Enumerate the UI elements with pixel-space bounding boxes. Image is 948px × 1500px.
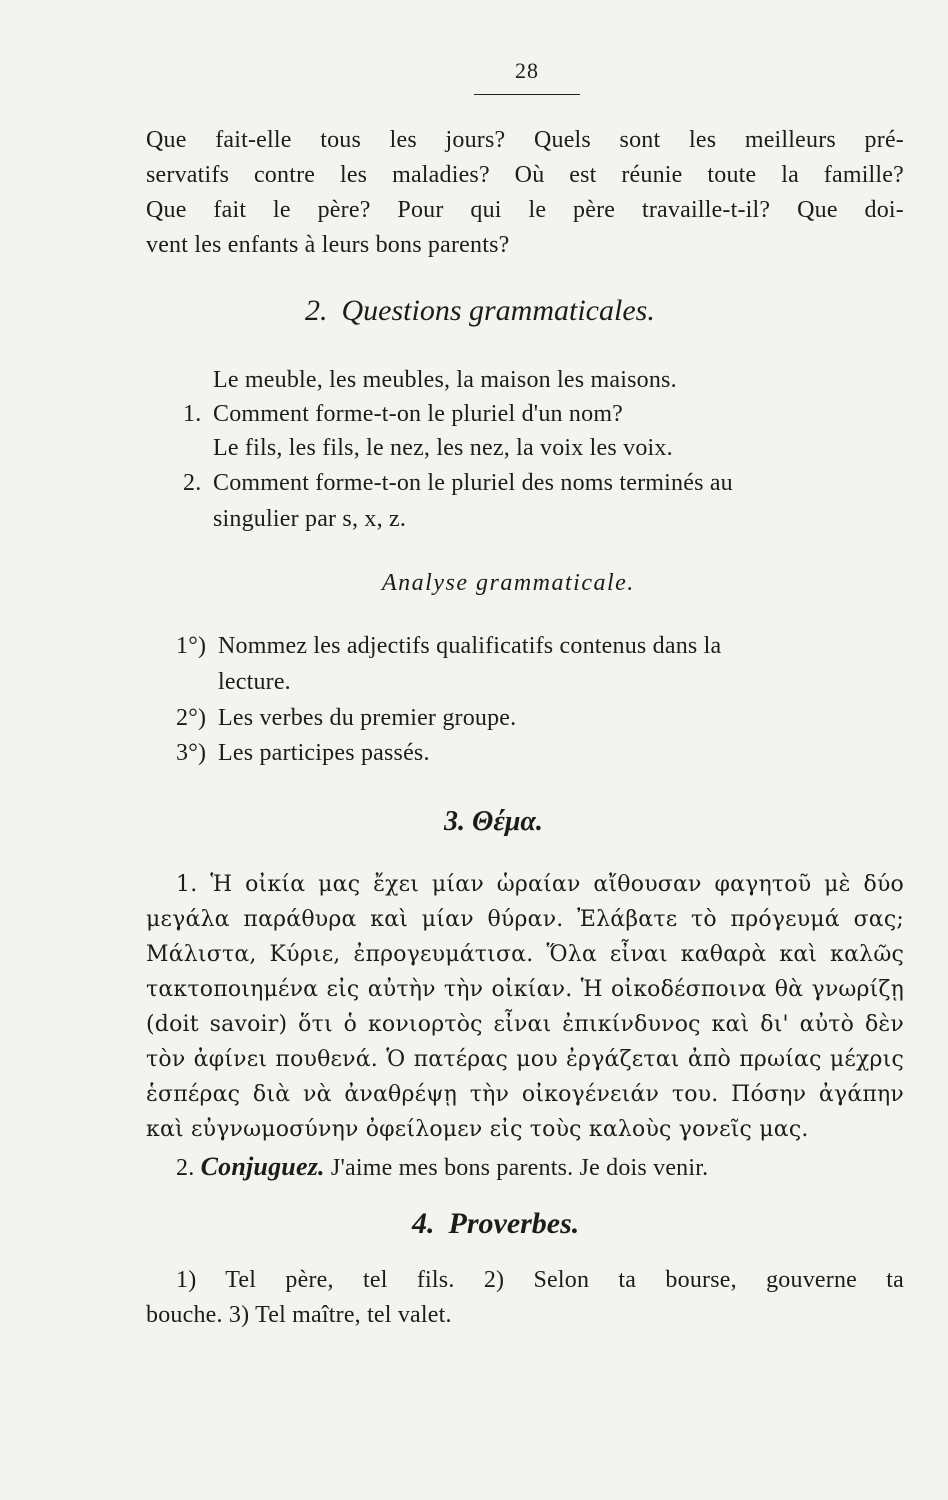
greek-line: 1. Ἡ οἰκία μας ἔχει μίαν ὡραίαν αἴθουσαν φαγητοῦ μὲ δύο bbox=[176, 872, 904, 897]
intro-line: vent les enfants à leurs bons parents? bbox=[146, 232, 510, 258]
conjugate-text: J'aime mes bons parents. Je dois venir. bbox=[330, 1155, 709, 1181]
example-line: Le fils, les fils, le nez, les nez, la voix les voix. bbox=[213, 435, 673, 461]
proverb-line: bouche. 3) Tel maître, tel valet. bbox=[146, 1302, 452, 1328]
theme-title: 3. Θέμα. bbox=[444, 806, 543, 837]
analyse-text: Les participes passés. bbox=[218, 740, 430, 766]
analyse-title: Analyse grammaticale. bbox=[382, 570, 635, 596]
greek-line: τὸν ἀφίνει πουθενά. Ὁ πατέρας μου ἐργάζεται ἀπὸ πρωίας μέχρις bbox=[146, 1047, 904, 1072]
section-heading bbox=[305, 294, 655, 328]
question-text: Comment forme-t-on le pluriel d'un nom? bbox=[213, 401, 624, 427]
proverbs-heading bbox=[412, 1207, 579, 1241]
question-item bbox=[183, 471, 733, 495]
question-number: 2. bbox=[183, 470, 202, 496]
intro-line: Que fait-elle tous les jours? Quels sont les meilleurs pré- bbox=[146, 127, 904, 153]
greek-line: ἑσπέρας διὰ νὰ ἀναθρέψῃ τὴν οἰκογένειάν του. Πόσην ἀγάπην bbox=[146, 1082, 904, 1107]
analyse-item bbox=[176, 706, 516, 730]
greek-line: καὶ εὐγνωμοσύνην ὀφείλομεν εἰς τοὺς καλοὺς γονεῖς μας. bbox=[146, 1117, 809, 1142]
conjugate-line bbox=[176, 1154, 708, 1180]
analyse-continuation: lecture. bbox=[218, 669, 291, 695]
question-continuation: singulier par s, x, z. bbox=[213, 506, 407, 532]
page-number-rule bbox=[474, 94, 580, 95]
analyse-text: Les verbes du premier groupe. bbox=[218, 705, 517, 731]
question-number: 1. bbox=[183, 401, 202, 427]
page-number: 28 bbox=[515, 58, 539, 83]
greek-line: (doit savoir) ὅτι ὁ κονιορτὸς εἶναι ἐπικίνδυνος καὶ δι' αὐτὸ δὲν bbox=[146, 1012, 904, 1037]
question-text: Comment forme-t-on le pluriel des noms terminés au bbox=[213, 470, 733, 496]
greek-line: μεγάλα παράθυρα καὶ μίαν θύραν. Ἐλάβατε τὸ πρόγευμά σας; bbox=[146, 907, 904, 932]
analyse-number: 1°) bbox=[176, 633, 207, 659]
proverb-line: 1) Tel père, tel fils. 2) Selon ta bourse, gouverne ta bbox=[176, 1267, 904, 1293]
intro-line: servatifs contre les maladies? Où est réunie toute la famille? bbox=[146, 162, 904, 188]
analyse-item bbox=[176, 741, 430, 765]
section-number: 4. bbox=[412, 1207, 435, 1240]
section-title: Questions grammaticales. bbox=[341, 294, 655, 327]
example-line: Le meuble, les meubles, la maison les maisons. bbox=[213, 367, 677, 393]
analyse-number: 3°) bbox=[176, 740, 207, 766]
question-item bbox=[183, 402, 623, 426]
greek-line: Μάλιστα, Κύριε, ἐπρογευμάτισα. Ὅλα εἶναι καθαρὰ καὶ καλῶς bbox=[146, 942, 904, 967]
section-number: 2. bbox=[305, 294, 328, 327]
greek-line: τακτοποιημένα εἰς αὐτὴν τὴν οἰκίαν. Ἡ οἰκοδέσποινα θὰ γνωρίζῃ bbox=[146, 977, 904, 1002]
conjugate-number: 2. bbox=[176, 1155, 195, 1181]
section-title: Proverbes. bbox=[448, 1207, 580, 1240]
analyse-number: 2°) bbox=[176, 705, 207, 731]
intro-line: Que fait le père? Pour qui le père travaille-t-il? Que doi- bbox=[146, 197, 904, 223]
analyse-text: Nommez les adjectifs qualificatifs contenus dans la bbox=[218, 633, 722, 659]
conjugate-label: Conjuguez. bbox=[200, 1152, 325, 1181]
analyse-item bbox=[176, 634, 721, 658]
